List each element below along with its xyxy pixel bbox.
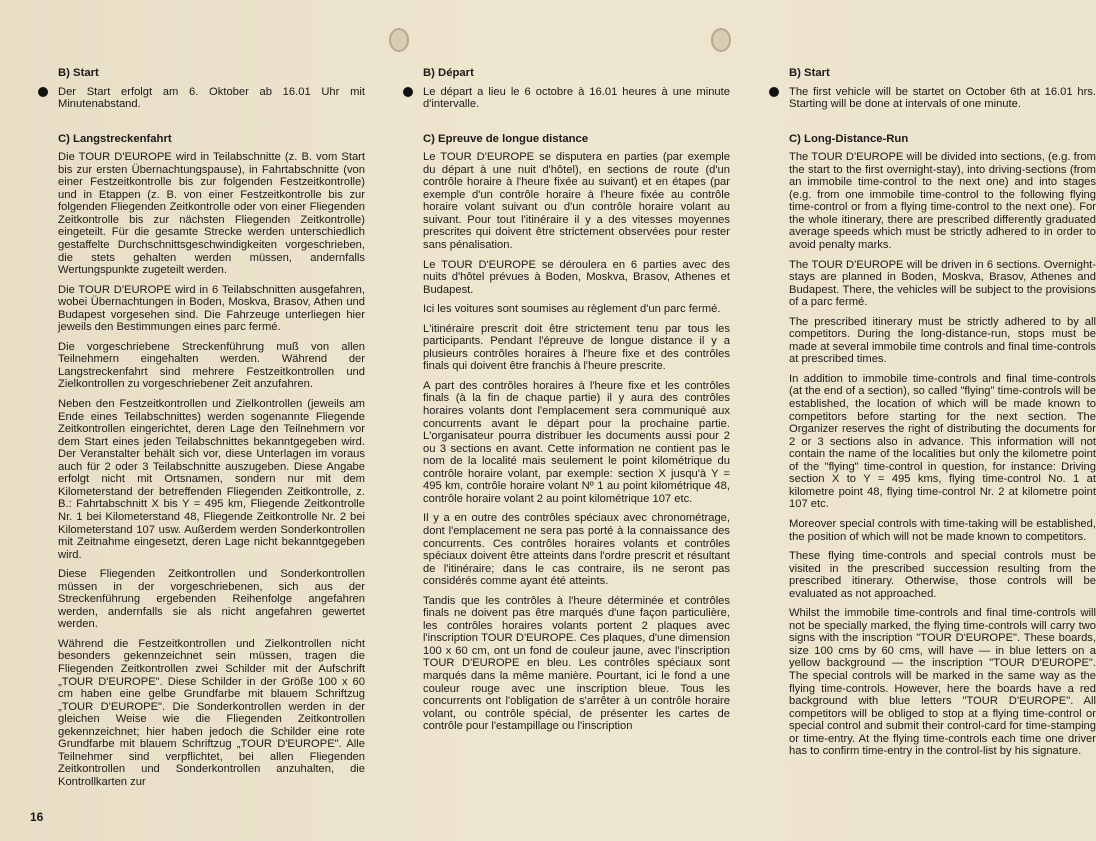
paragraph: Während die Festzeitkontrollen und Zielkontrollen nicht besonders gekennzeichnet sein müssen, tragen die Fliegenden Zeitkontrollen zwei Schilder mit der Aufschrift „TOUR D'EUROPE". Diese Schilder in der Größe 100 x 60 cm haben eine gelbe Grundfarbe mit blauem Schriftzug „TOUR D'EUROPE". Die Sonderkontrollen werden in der gleichen Weise wie die Fliegenden Zeitkontrollen gekennzeichnet; hier haben jedoch die Schilder eine rote Grundfarbe mit blauem Schriftzug „TOUR D'EUROPE". Alle Teilnehmer sind verpflichtet, bei allen Fliegenden Zeitkontrollen und Sonderkontrollen anzuhalten, die Kontrollkarten zur	[58, 637, 365, 788]
paragraph: Whilst the immobile time-controls and final time-controls will not be specially marked, the flying time-controls will carry two signs with the inscription "TOUR D'EUROPE". These boards, size 100 cms by 60 cms, will have — in blue letters on a yellow background — the inscription "TOUR D'EUROPE". The special controls will be marked in the same way as the flying time-controls. However, here the boards have a red background with blue letters "TOUR D'EUROPE". All competitors will be obliged to stop at a flying time-control or special control and submit their control-card for time-stamping or time-entry. At the flying time-controls each time one driver has to confirm time-entry in the control-list by his signature.	[789, 607, 1096, 758]
paragraph: Il y a en outre des contrôles spéciaux avec chronométrage, dont l'emplacement ne sera pas porté à la connaissance des concurrents. Ces contrôles horaires volants et contrôles spéciaux doivent être atteints dans l'ordre prescrit et résultant de l'itinéraire; dans le cas contraire, ils ne seront pas considérés comme ayant été atteints.	[423, 512, 730, 588]
french-column	[423, 67, 730, 740]
paragraph: A part des contrôles horaires à l'heure fixe et les contrôles finals (à la fin de chaque partie) il y aura des contrôles horaires volants dont l'emplacement sera communiqué aux concurrents avant le départ pour la prochaine partie. L'organisateur pourra distribuer les documents aussi pour 2 ou 3 sections en avant. Cette information ne contient pas le nom de la localité mais seulement le point kilométrique du contrôle horaire volant, par exemple: section X jusqu'à Y = 495 km, contrôle horaire volant Nº 1 au point kilométrique 48, contrôle horaire volant 2 au point kilométrique 107 etc.	[423, 379, 730, 505]
start-heading: B) Start	[58, 67, 99, 79]
paragraph: L'itinéraire prescrit doit être strictement tenu par tous les participants. Pendant l'épreuve de longue distance il y a plusieurs contrôles horaires à l'heure fixe et des contrôles finals qui doivent être franchis à l'heure prescrite.	[423, 322, 730, 373]
english-column	[789, 67, 1096, 765]
paragraph: The prescribed itinerary must be strictly adhered to by all competitors. During the long-distance-run, stops must be made at several immobile time controls and final time-controls at prescribed times.	[789, 315, 1096, 366]
start-text: The first vehicle will be startet on October 6th at 16.01 hrs. Starting will be done at intervals of one minute.	[789, 85, 1096, 111]
paragraph: The TOUR D'EUROPE will be driven in 6 sections. Overnight-stays are planned in Boden, Moskva, Brasov, Athenes and Budapest. There, the vehicles will be subject to the provisions of a parc fermé.	[789, 258, 1096, 309]
bullet-icon	[403, 87, 413, 97]
paragraph: Tandis que les contrôles à l'heure déterminée et contrôles finals ne doivent pas être marqués d'une façon particulière, les contrôles horaires volants portent 2 plaques avec l'inscription TOUR D'EUROPE. Ces plaques, d'une dimension 100 x 60 cm, ont un fond de couleur jaune, avec l'inscription TOUR D'EUROPE en bleu. Les contrôles spéciaux sont marqués dans la même manière. Pourtant, ici le fond a une couleur rouge avec une inscription bleue. Tous les concurrents ont l'obligation de s'arrêter à un contrôle horaire volant, ou contrôle spécial, de présenter les cartes de contrôle pour l'estampillage ou l'inscription	[423, 594, 730, 733]
start-paragraph	[789, 86, 1096, 111]
paragraph: In addition to immobile time-controls and final time-controls (at the end of a section), so called "flying" time-controls will be established, the location of which will be made known to competitors before starting for the next section. The Organizer reserves the right of distributing the documents for 2 or 3 sections also in advance. This information will not contain the name of the localities but only the kilometre point of the "flying" time-control in question, for instance: Driving section X to Y = 495 kms, flying time-control No. 1 at kilometre point 48, flying time-control Nr. 2 at kilometre point 107 etc.	[789, 372, 1096, 511]
binder-hole	[711, 28, 731, 52]
paragraph: Le TOUR D'EUROPE se disputera en parties (par exemple du départ à une nuit d'hôtel), en sections de route (d'un contrôle horaire à l'heure fixée au suivant) et en étapes (par exemple d'un contrôle horaire à l'heure fixée au contrôle horaire volant suivant ou d'un contrôle horaire volant au suivant. Pour tout l'itinéraire il y a des vitesses moyennes prescrites qui doivent être strictement observées pour rester sans pénalisation.	[423, 151, 730, 252]
paragraph: Die TOUR D'EUROPE wird in Teilabschnitte (z. B. vom Start bis zur ersten Übernachtungspause), in Fahrtabschnitte (von einer Festzeitkontrolle bis zur folgenden Festzeitkontrolle) und in Etappen (z. B. von einer Festzeitkontrolle bis zur folgenden Fliegenden Zeitkontrolle oder von einer Fliegenden Zeitkontrolle bis zur nächsten Fliegenden Zeitkontrolle) eingeteilt. Für die gesamte Strecke werden unterschiedlich gestaffelte Durchschnittsgeschwindigkeiten vorgeschrieben, die stets gehalten werden müssen, andernfalls Wertungspunkte zugeteilt werden.	[58, 151, 365, 277]
binder-hole	[389, 28, 409, 52]
section-heading: C) Epreuve de longue distance	[423, 132, 589, 145]
start-heading: B) Départ	[423, 67, 474, 79]
paragraph: Moreover special controls with time-taking will be established, the position of which will not be made known to competitors.	[789, 517, 1096, 543]
bullet-icon	[769, 87, 779, 97]
german-column	[58, 67, 365, 795]
start-heading: B) Start	[789, 67, 830, 79]
section-heading: C) Langstreckenfahrt	[58, 132, 172, 145]
paragraph: Die vorgeschriebene Streckenführung muß von allen Teilnehmern eingehalten werden. Während der Langstreckenfahrt sind mehrere Festzeitkontrollen und Zielkontrollen zu vorgeschriebener Zeit anzufahren.	[58, 340, 365, 391]
start-text: Der Start erfolgt am 6. Oktober ab 16.01 Uhr mit Minutenabstand.	[58, 85, 365, 111]
bullet-icon	[38, 87, 48, 97]
paragraph: Neben den Festzeitkontrollen und Zielkontrollen (jeweils am Ende eines Teilabschnittes) werden sogenannte Fliegende Zeitkontrollen eingerichtet, deren Lage den Teilnehmern vor dem Start eines jeden Teilabschnittes bekanntgegeben wird. Der Veranstalter behält sich vor, diese Unterlagen im voraus auch für 2 oder 3 Teilabschnitte auszugeben. Diese Angabe erfolgt nicht mit Ortsnamen, sondern nur mit dem Kilometerstand der betreffenden Fliegenden Zeitkontrolle, z. B.: Fahrtabschnitt X bis Y = 495 km, Fliegende Zeitkontrolle Nr. 1 bei Kilometerstand 48, Fliegende Zeitkontrolle Nr. 2 bei Kilometerstand 107 usw. Außerdem werden Sonderkontrollen mit Zeitnahme eingesetzt, deren Lage nicht bekanntgegeben wird.	[58, 398, 365, 561]
start-paragraph	[58, 86, 365, 111]
section-heading: C) Long-Distance-Run	[789, 132, 909, 145]
paragraph: The TOUR D'EUROPE will be divided into sections, (e.g. from the start to the first overnight-stay), into driving-sections (from an immobile time-control to the next one) and into stages (e.g. from one immobile time-control to the following flying time-control or from a flying time-control to the next one). For the whole itinerary, there are prescribed differently graduated average speeds which must be strictly adhered to in order to avoid penalty marks.	[789, 151, 1096, 252]
start-text: Le départ a lieu le 6 octobre à 16.01 heures à une minute d'intervalle.	[423, 85, 730, 111]
paragraph: These flying time-controls and special controls must be visited in the prescribed succession resulting from the prescribed itinerary. Otherwise, those controls will be evaluated as not approached.	[789, 550, 1096, 600]
paragraph: Die TOUR D'EUROPE wird in 6 Teilabschnitten ausgefahren, wobei Übernachtungen in Boden, Moskva, Brasov, Athen und Budapest vorgesehen sind. Die Fahrzeuge unterliegen hier jeweils den Bestimmungen eines parc fermé.	[58, 283, 365, 334]
start-paragraph	[423, 86, 730, 111]
paragraph: Le TOUR D'EUROPE se déroulera en 6 parties avec des nuits d'hôtel prévues à Boden, Moskva, Brasov, Athenes et Budapest.	[423, 258, 730, 296]
paragraph: Diese Fliegenden Zeitkontrollen und Sonderkontrollen müssen in der vorgeschriebenen, sich aus der Streckenführung ergebenden Reihenfolge angefahren werden, andernfalls sie als nicht angefahren gewertet werden.	[58, 568, 365, 631]
paragraph: Ici les voitures sont soumises au règlement d'un parc fermé.	[423, 303, 721, 316]
page-number: 16	[30, 810, 44, 824]
